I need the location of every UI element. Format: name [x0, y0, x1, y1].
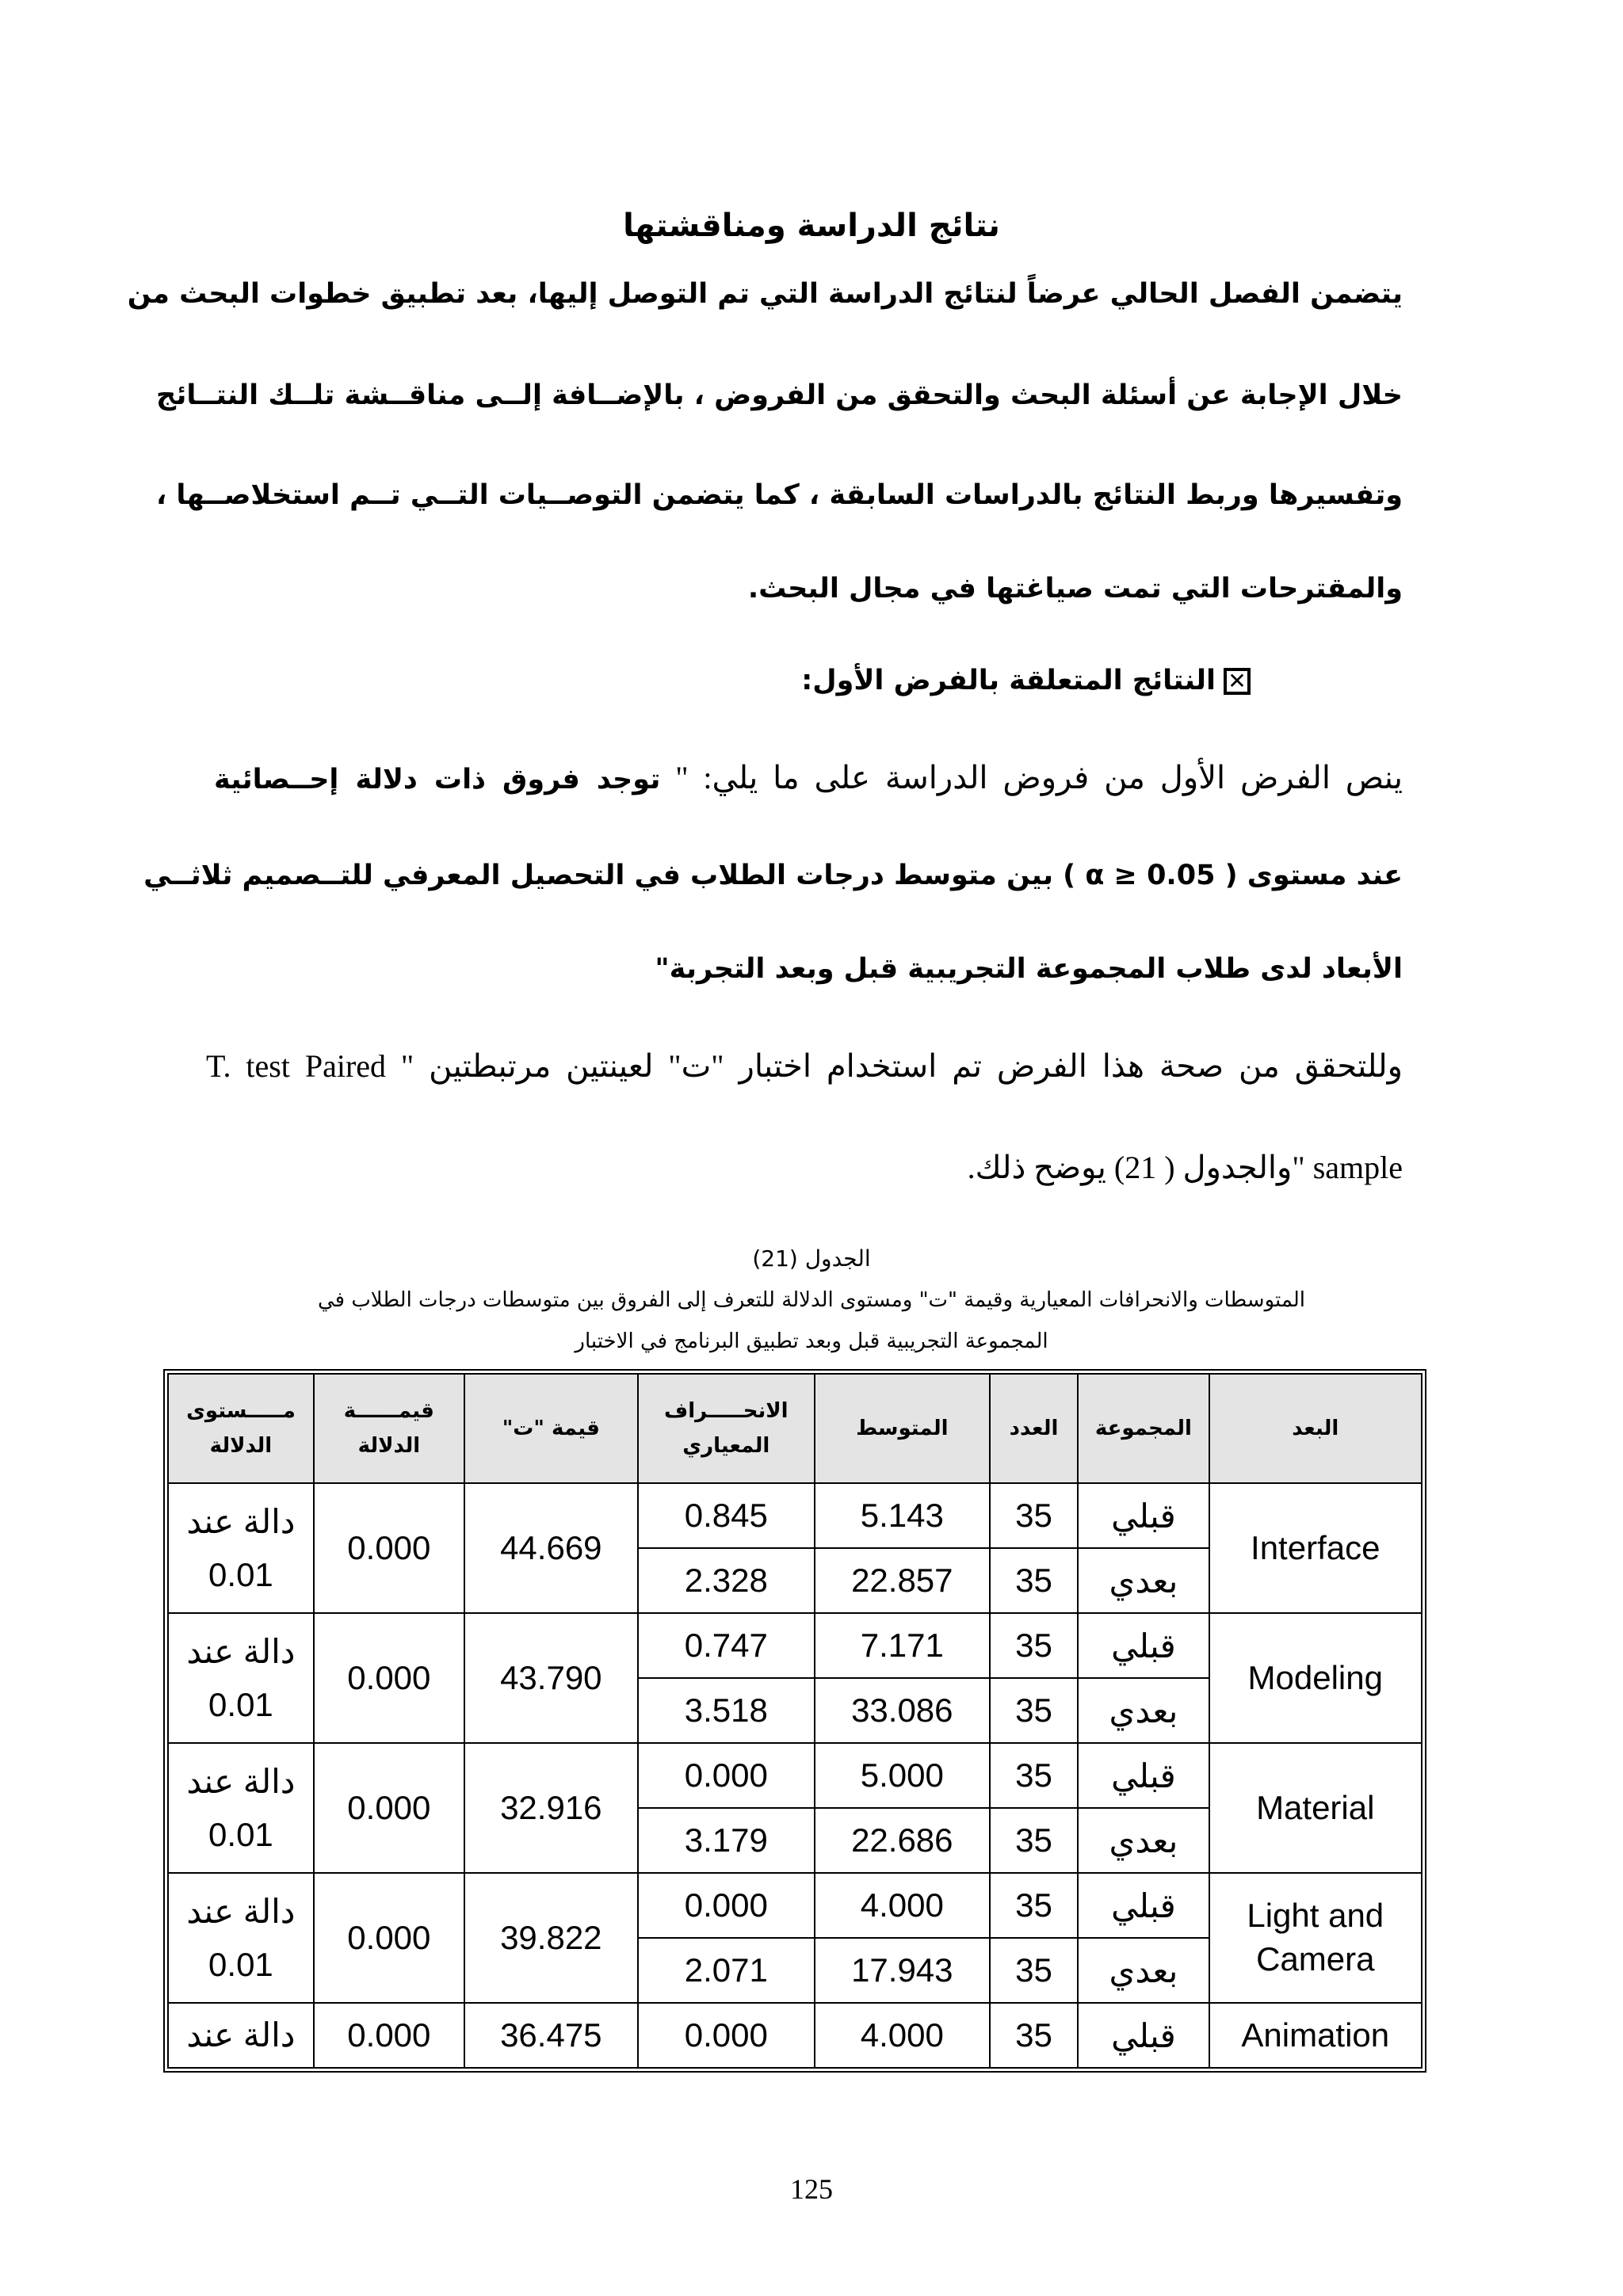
- group-cell: بعدي: [1078, 1678, 1209, 1743]
- sd-cell: 0.000: [638, 1873, 815, 1938]
- mean-cell: 17.943: [815, 1938, 990, 2003]
- page-number: 125: [790, 2173, 833, 2205]
- sig-level-cell: دالة عند 0.01: [168, 1743, 314, 1873]
- header-group: المجموعة: [1078, 1374, 1209, 1483]
- hypothesis-line-2: عند مستوى ( α ≥ 0.05 ) بين متوسط درجات الطلاب في التحصيل المعرفي للتــصميم ثلاثــي: [143, 860, 1403, 891]
- group-cell: بعدي: [1078, 1808, 1209, 1873]
- group-cell: بعدي: [1078, 1548, 1209, 1613]
- mean-cell: 22.857: [815, 1548, 990, 1613]
- mean-cell: 5.143: [815, 1483, 990, 1548]
- table-header-row: [168, 1374, 1422, 1483]
- sig-level-cell: دالة عند 0.01: [168, 1483, 314, 1613]
- intro-line-4: والمقترحات التي تمت صياغتها في مجال البحث.: [747, 573, 1403, 605]
- section-heading: [801, 664, 1251, 697]
- sd-cell: 3.179: [638, 1808, 815, 1873]
- header-sd: الانحـــــراف المعياري: [638, 1374, 815, 1483]
- count-cell: 35: [990, 1938, 1079, 2003]
- header-mean: المتوسط: [815, 1374, 990, 1483]
- dimension-cell: Light and Camera: [1209, 1873, 1422, 2003]
- count-cell: 35: [990, 1743, 1079, 1808]
- table-number: الجدول (21): [752, 1245, 871, 1272]
- table-row: [168, 1743, 1422, 1808]
- intro-line-2: خلال الإجابة عن أسئلة البحث والتحقق من الفروض ، بالإضــافة إلــى مناقــشة تلــك النتــائج: [156, 379, 1403, 411]
- sd-cell: 0.747: [638, 1613, 815, 1678]
- results-table: [167, 1373, 1423, 2069]
- mean-cell: 5.000: [815, 1743, 990, 1808]
- table-caption-line-2: المجموعة التجريبية قبل وبعد تطبيق البرنامج في الاختبار: [575, 1329, 1048, 1353]
- group-cell: قبلي: [1078, 1613, 1209, 1678]
- sig-value-cell: 0.000: [314, 2003, 464, 2068]
- t-value-cell: 36.475: [464, 2003, 638, 2068]
- t-value-cell: 32.916: [464, 1743, 638, 1873]
- count-cell: 35: [990, 1483, 1079, 1548]
- dimension-cell: Material: [1209, 1743, 1422, 1873]
- sd-cell: 2.071: [638, 1938, 815, 2003]
- mean-cell: 33.086: [815, 1678, 990, 1743]
- results-table-frame: [163, 1369, 1426, 2073]
- sig-value-cell: 0.000: [314, 1613, 464, 1743]
- count-cell: 35: [990, 1548, 1079, 1613]
- verification-line-1: وللتحقق من صحة هذا الفرض تم استخدام اختبار "ت" لعينتين مرتبطتين " T. test Paired: [206, 1048, 1403, 1084]
- checkbox-x-icon: ✕: [1224, 668, 1251, 695]
- header-t-value: قيمة "ت": [464, 1374, 638, 1483]
- sig-value-cell: 0.000: [314, 1483, 464, 1613]
- mean-cell: 4.000: [815, 1873, 990, 1938]
- table-caption-line-1: المتوسطات والانحرافات المعيارية وقيمة "ت" ومستوى الدلالة للتعرف إلى الفروق بين متوسطات درجات الطلاب في: [317, 1288, 1306, 1312]
- t-value-cell: 44.669: [464, 1483, 638, 1613]
- table-row: [168, 1873, 1422, 1938]
- sd-cell: 0.845: [638, 1483, 815, 1548]
- page-title: نتائج الدراسة ومناقشتها: [623, 208, 1000, 244]
- group-cell: بعدي: [1078, 1938, 1209, 2003]
- verification-line-2: sample "والجدول ( 21) يوضح ذلك.: [967, 1150, 1403, 1185]
- table-row: [168, 2003, 1422, 2068]
- count-cell: 35: [990, 1678, 1079, 1743]
- dimension-cell: Animation: [1209, 2003, 1422, 2068]
- dimension-cell: Modeling: [1209, 1613, 1422, 1743]
- count-cell: 35: [990, 1613, 1079, 1678]
- count-cell: 35: [990, 1873, 1079, 1938]
- section-heading-text: النتائج المتعلقة بالفرض الأول:: [801, 665, 1216, 696]
- intro-line-3: وتفسيرها وربط النتائج بالدراسات السابقة ، كما يتضمن التوصــيات التــي تــم استخلاصــها ،: [155, 479, 1403, 511]
- count-cell: 35: [990, 1808, 1079, 1873]
- group-cell: قبلي: [1078, 1483, 1209, 1548]
- header-sig-level: مـــــستوى الدلالة: [168, 1374, 314, 1483]
- table-row: [168, 1483, 1422, 1548]
- hypothesis-line-3: الأبعاد لدى طلاب المجموعة التجريبية قبل وبعد التجربة": [655, 953, 1403, 985]
- count-cell: 35: [990, 2003, 1079, 2068]
- sd-cell: 3.518: [638, 1678, 815, 1743]
- sig-level-cell: دالة عند 0.01: [168, 1613, 314, 1743]
- mean-cell: 22.686: [815, 1808, 990, 1873]
- header-count: العدد: [990, 1374, 1079, 1483]
- sig-value-cell: 0.000: [314, 1743, 464, 1873]
- group-cell: قبلي: [1078, 2003, 1209, 2068]
- t-value-cell: 43.790: [464, 1613, 638, 1743]
- mean-cell: 4.000: [815, 2003, 990, 2068]
- mean-cell: 7.171: [815, 1613, 990, 1678]
- group-cell: قبلي: [1078, 1873, 1209, 1938]
- sig-value-cell: 0.000: [314, 1873, 464, 2003]
- hypothesis-statement: توجد فروق ذات دلالة إحــصائية: [214, 764, 661, 795]
- intro-line-1: يتضمن الفصل الحالي عرضاً لنتائج الدراسة التي تم التوصل إليها، بعد تطبيق خطوات البحث من: [127, 278, 1403, 310]
- hypothesis-intro: ينص الفرض الأول من فروض الدراسة على ما يلي: ": [660, 760, 1403, 795]
- t-value-cell: 39.822: [464, 1873, 638, 2003]
- hypothesis-line-1: [214, 759, 1403, 797]
- dimension-cell: Interface: [1209, 1483, 1422, 1613]
- group-cell: قبلي: [1078, 1743, 1209, 1808]
- header-sig-value: قيمــــــة الدلالة: [314, 1374, 464, 1483]
- header-dimension: البعد: [1209, 1374, 1422, 1483]
- sig-level-cell: دالة عند: [168, 2003, 314, 2068]
- sd-cell: 0.000: [638, 2003, 815, 2068]
- table-row: [168, 1613, 1422, 1678]
- sd-cell: 2.328: [638, 1548, 815, 1613]
- sd-cell: 0.000: [638, 1743, 815, 1808]
- sig-level-cell: دالة عند 0.01: [168, 1873, 314, 2003]
